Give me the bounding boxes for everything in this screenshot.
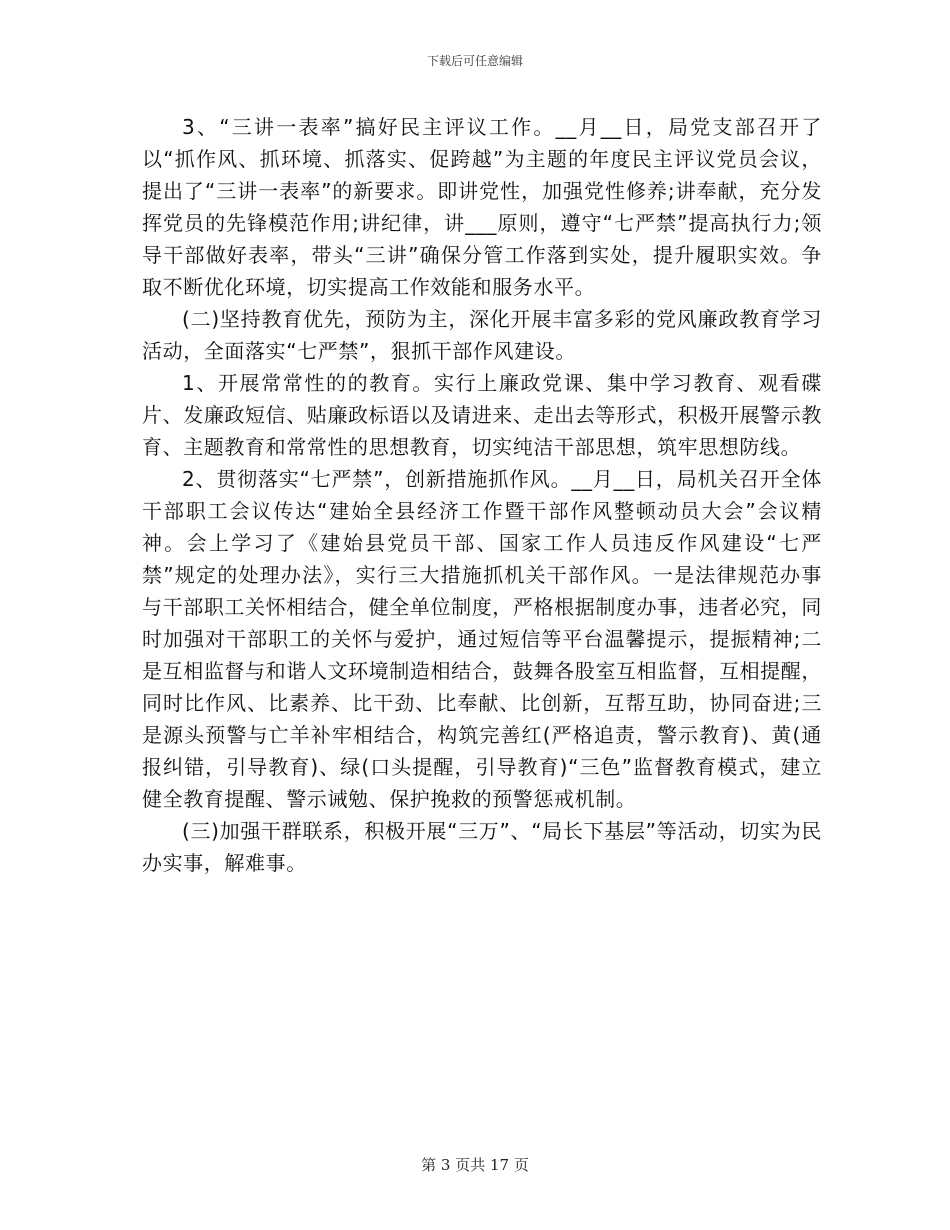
paragraph-section-2-heading: (二)坚持教育优先，预防为主，深化开展丰富多彩的党风廉政教育学习活动，全面落实“七严禁”，狠抓干部作风建设。 xyxy=(142,307,822,363)
paragraph-1-education: 1、开展常常性的的教育。实行上廉政党课、集中学习教育、观看碟片、发廉政短信、贴廉政标语以及请进来、走出去等形式，积极开展警示教育、主题教育和常常性的思想教育，切实纯洁干部思想，筑牢思想防线。 xyxy=(142,371,822,459)
page-footer: 第 3 页共 17 页 xyxy=(421,1156,529,1174)
page-header: 下载后可任意编辑 xyxy=(426,54,523,68)
paragraph-2-qi-yan-jin: 2、贯彻落实“七严禁”，创新措施抓作风。__月__日，局机关召开全体干部职工会议传达“建始全县经济工作暨干部作风整顿动员大会”会议精神。会上学习了《建始县党员干部、国家工作人员违反作风建设“七严禁”规定的处理办法》，实行三大措施抓机关干部作风。一是法律规范办事与干部职工关怀相结合，健全单位制度，严格根据制度办事，违者必究，同时加强对干部职工的关怀与爱护，通过短信等平台温馨提示，提振精神;二是互相监督与和谐人文环境制造相结合，鼓舞各股室互相监督，互相提醒，同时比作风、比素养、比干劲、比奉献、比创新，互帮互助，协同奋进;三是源头预警与亡羊补牢相结合，构筑完善红(严格追责，警示教育)、黄(通报纠错，引导教育)、绿(口头提醒，引导教育)“三色”监督教育模式，建立健全教育提醒、警示诫勉、保护挽救的预警惩戒机制。 xyxy=(142,467,822,811)
document-body xyxy=(142,111,822,879)
paragraph-section-3-heading: (三)加强干群联系，积极开展“三万”、“局长下基层”等活动，切实为民办实事，解难事。 xyxy=(142,819,822,875)
paragraph-3-san-jiang: 3、“三讲一表率”搞好民主评议工作。__月__日，局党支部召开了以“抓作风、抓环境、抓落实、促跨越”为主题的年度民主评议党员会议，提出了“三讲一表率”的新要求。即讲党性，加强党性修养;讲奉献，充分发挥党员的先锋模范作用;讲纪律，讲___原则，遵守“七严禁”提高执行力;领导干部做好表率，带头“三讲”确保分管工作落到实处，提升履职实效。争取不断优化环境，切实提高工作效能和服务水平。 xyxy=(142,115,822,299)
